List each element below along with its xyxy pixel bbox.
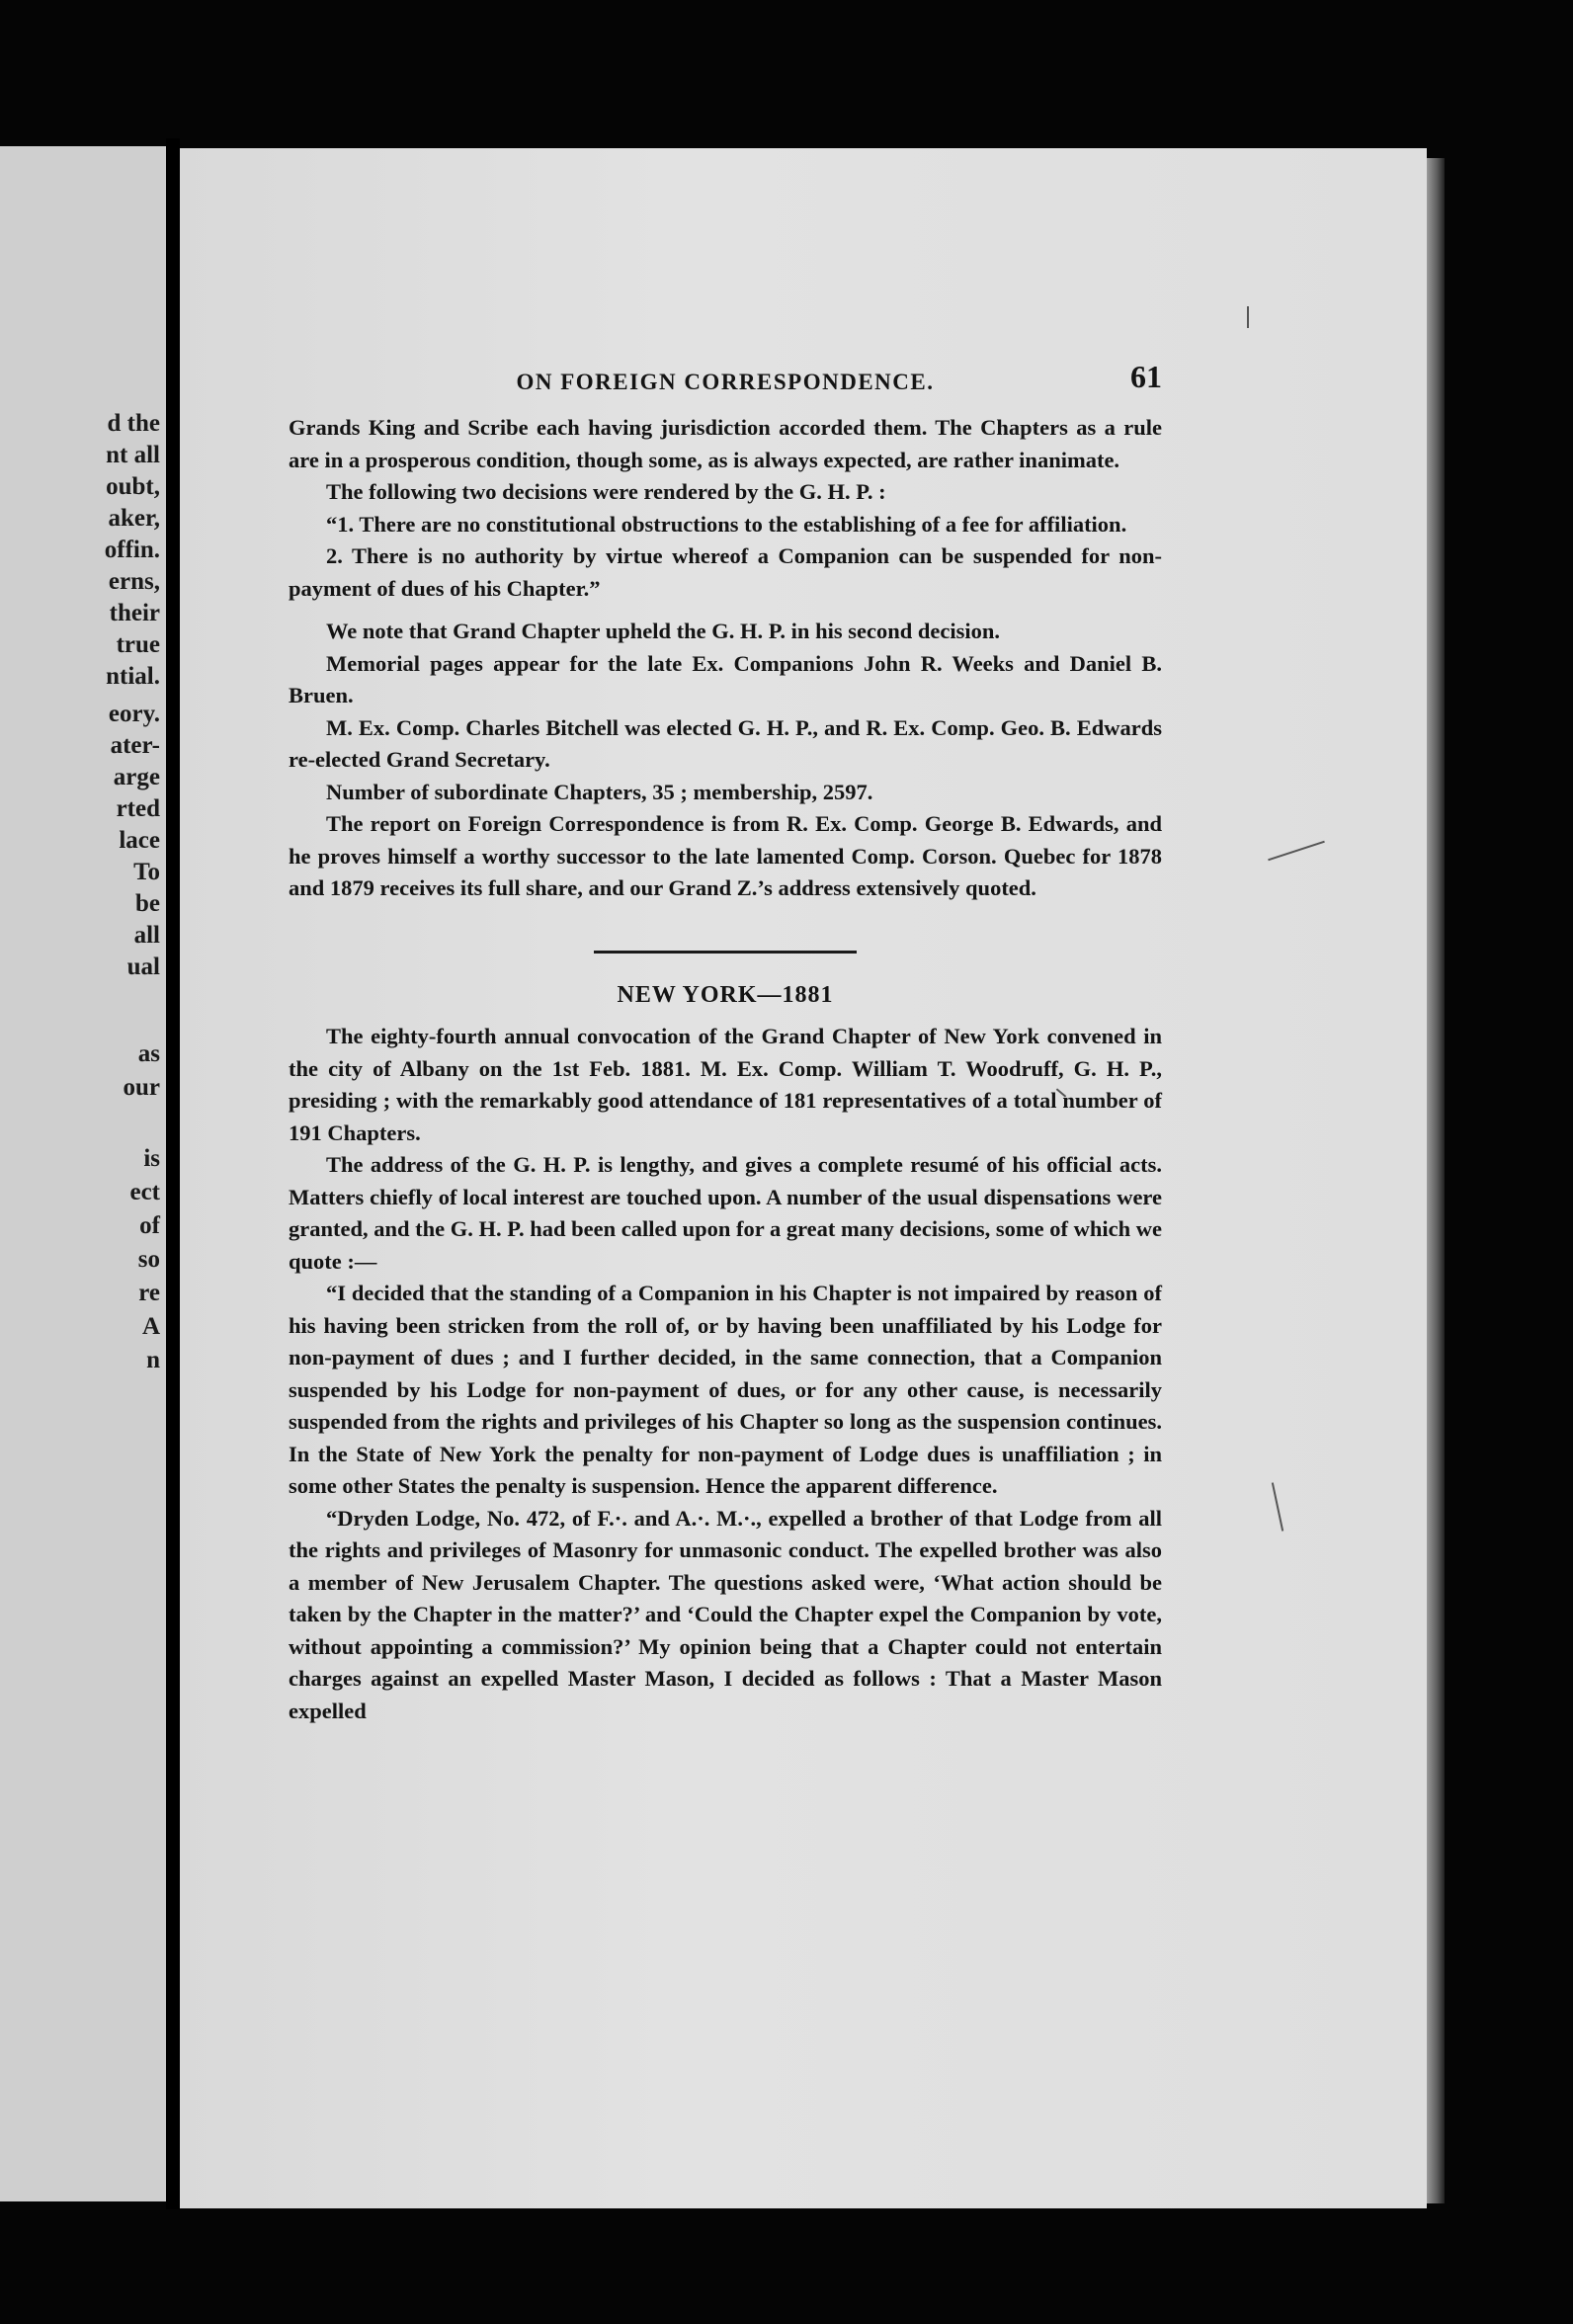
left-fragment: of bbox=[139, 1212, 160, 1239]
paragraph: 2. There is no authority by virtue whereof a Companion can be suspended for non-payment of dues of his Chapter.” bbox=[289, 543, 1162, 601]
paragraph: The address of the G. H. P. is lengthy, and gives a complete resumé of his official acts. Matters chiefly of local interest are touched upon. A number of the usual dispensations were granted, and the G. H. P. had been called upon for a great many decisions, some of which we quote :— bbox=[289, 1152, 1163, 1274]
paragraph: Number of subordinate Chapters, 35 ; membership, 2597. bbox=[326, 779, 873, 804]
left-fragment: all bbox=[133, 922, 160, 949]
left-fragment: d the bbox=[107, 410, 160, 437]
book-gutter bbox=[166, 138, 180, 2209]
page-scratch bbox=[1272, 1482, 1283, 1531]
page-speck bbox=[1247, 306, 1249, 328]
text-column bbox=[289, 361, 1162, 1727]
page-scratch bbox=[1268, 841, 1325, 861]
quote-paragraph: “I decided that the standing of a Companion in his Chapter is not impaired by reason of his having been stricken from the roll of, or by having been unaffiliated by his Lodge for non-payment of dues ; and I further decided, in the same connection, that a Companion suspended by his Lodge for non-payment of dues, or for any other cause, is necessarily suspended from the rights and privileges of his Chapter so long as the suspension continues. In the State of New York the penalty for non-payment of Lodge dues is unaffiliation ; in some other States the penalty is suspension. Hence the apparent difference. bbox=[289, 1281, 1162, 1498]
left-fragment: re bbox=[138, 1280, 160, 1306]
left-fragment: be bbox=[135, 890, 160, 917]
left-fragment: as bbox=[137, 1040, 160, 1067]
left-fragment: is bbox=[143, 1145, 160, 1172]
section-rule bbox=[594, 951, 857, 954]
paragraph: We note that Grand Chapter upheld the G. H. P. in his second decision. bbox=[326, 619, 1000, 643]
paragraph: Memorial pages appear for the late Ex. Companions John R. Weeks and Daniel B. Bruen. bbox=[289, 650, 1162, 707]
paragraph: The following two decisions were rendered by the G. H. P. : bbox=[326, 479, 886, 504]
page-edge-shadow bbox=[1427, 158, 1445, 2203]
page-number: 61 bbox=[1130, 359, 1162, 394]
paragraph: M. Ex. Comp. Charles Bitchell was elected G. H. P., and R. Ex. Comp. Geo. B. Edwards re-elected Grand Secretary. bbox=[289, 714, 1162, 772]
running-title: ON FOREIGN CORRESPONDENCE. bbox=[516, 370, 935, 394]
left-fragment: our bbox=[123, 1074, 160, 1101]
left-fragment: A bbox=[141, 1313, 160, 1340]
left-facing-page bbox=[0, 146, 166, 2201]
left-fragment: aker, bbox=[108, 505, 160, 532]
left-fragment: eory. bbox=[108, 701, 160, 727]
left-fragment: rted bbox=[116, 795, 160, 822]
paragraph: “1. There are no constitutional obstructions to the establishing of a fee for affiliation. bbox=[326, 511, 1127, 537]
left-fragment: oubt, bbox=[106, 473, 160, 500]
left-fragment: n bbox=[146, 1347, 160, 1373]
left-fragment: lace bbox=[119, 827, 160, 854]
left-fragment: nt all bbox=[106, 442, 160, 468]
left-fragment: ntial. bbox=[106, 663, 160, 690]
section-title: NEW YORK—1881 bbox=[617, 981, 834, 1008]
left-fragment: ual bbox=[126, 954, 160, 980]
left-fragment: ect bbox=[129, 1179, 160, 1205]
paragraph-gap bbox=[289, 605, 1162, 616]
left-fragment: so bbox=[137, 1246, 160, 1273]
quote-paragraph: “Dryden Lodge, No. 472, of F.·. and A.·. M.·., expelled a brother of that Lodge from all the rights and privileges of Masonry for unmasonic conduct. The expelled brother was also a member of New Jerusalem Chapter. The questions asked were, ‘What action should be taken by the Chapter in the matter?’ and ‘Could the Chapter expel the Companion by vote, without appointing a commission?’ My opinion being that a Chapter could not entertain charges against an expelled Master Mason, I decided as follows : That a Master Mason expelled bbox=[289, 1505, 1162, 1723]
left-fragment: arge bbox=[113, 764, 160, 790]
left-fragment: offin. bbox=[104, 537, 160, 563]
paragraph: The report on Foreign Correspondence is from R. Ex. Comp. George B. Edwards, and he proves himself a worthy successor to the late lamented Comp. Corson. Quebec for 1878 and 1879 receives its full share, and our Grand Z.’s address extensively quoted. bbox=[289, 811, 1162, 900]
paragraph: The eighty-fourth annual convocation of the Grand Chapter of New York convened in the city of Albany on the 1st Feb. 1881. M. Ex. Comp. William T. Woodruff, G. H. P., presiding ; with the remarkably good attendance of 181 representatives of a total number of 191 Chapters. bbox=[289, 1024, 1162, 1145]
book-page bbox=[180, 148, 1427, 2208]
left-fragment: To bbox=[133, 859, 160, 885]
left-fragment: true bbox=[116, 631, 160, 658]
left-fragment: their bbox=[109, 600, 160, 626]
left-fragment: erns, bbox=[108, 568, 160, 595]
left-fragment: ater- bbox=[110, 732, 160, 759]
running-head bbox=[289, 361, 1162, 410]
paragraph: Grands King and Scribe each having jurisdiction accorded them. The Chapters as a rule are in a prosperous condition, though some, as is always expected, are rather inanimate. bbox=[289, 415, 1162, 472]
